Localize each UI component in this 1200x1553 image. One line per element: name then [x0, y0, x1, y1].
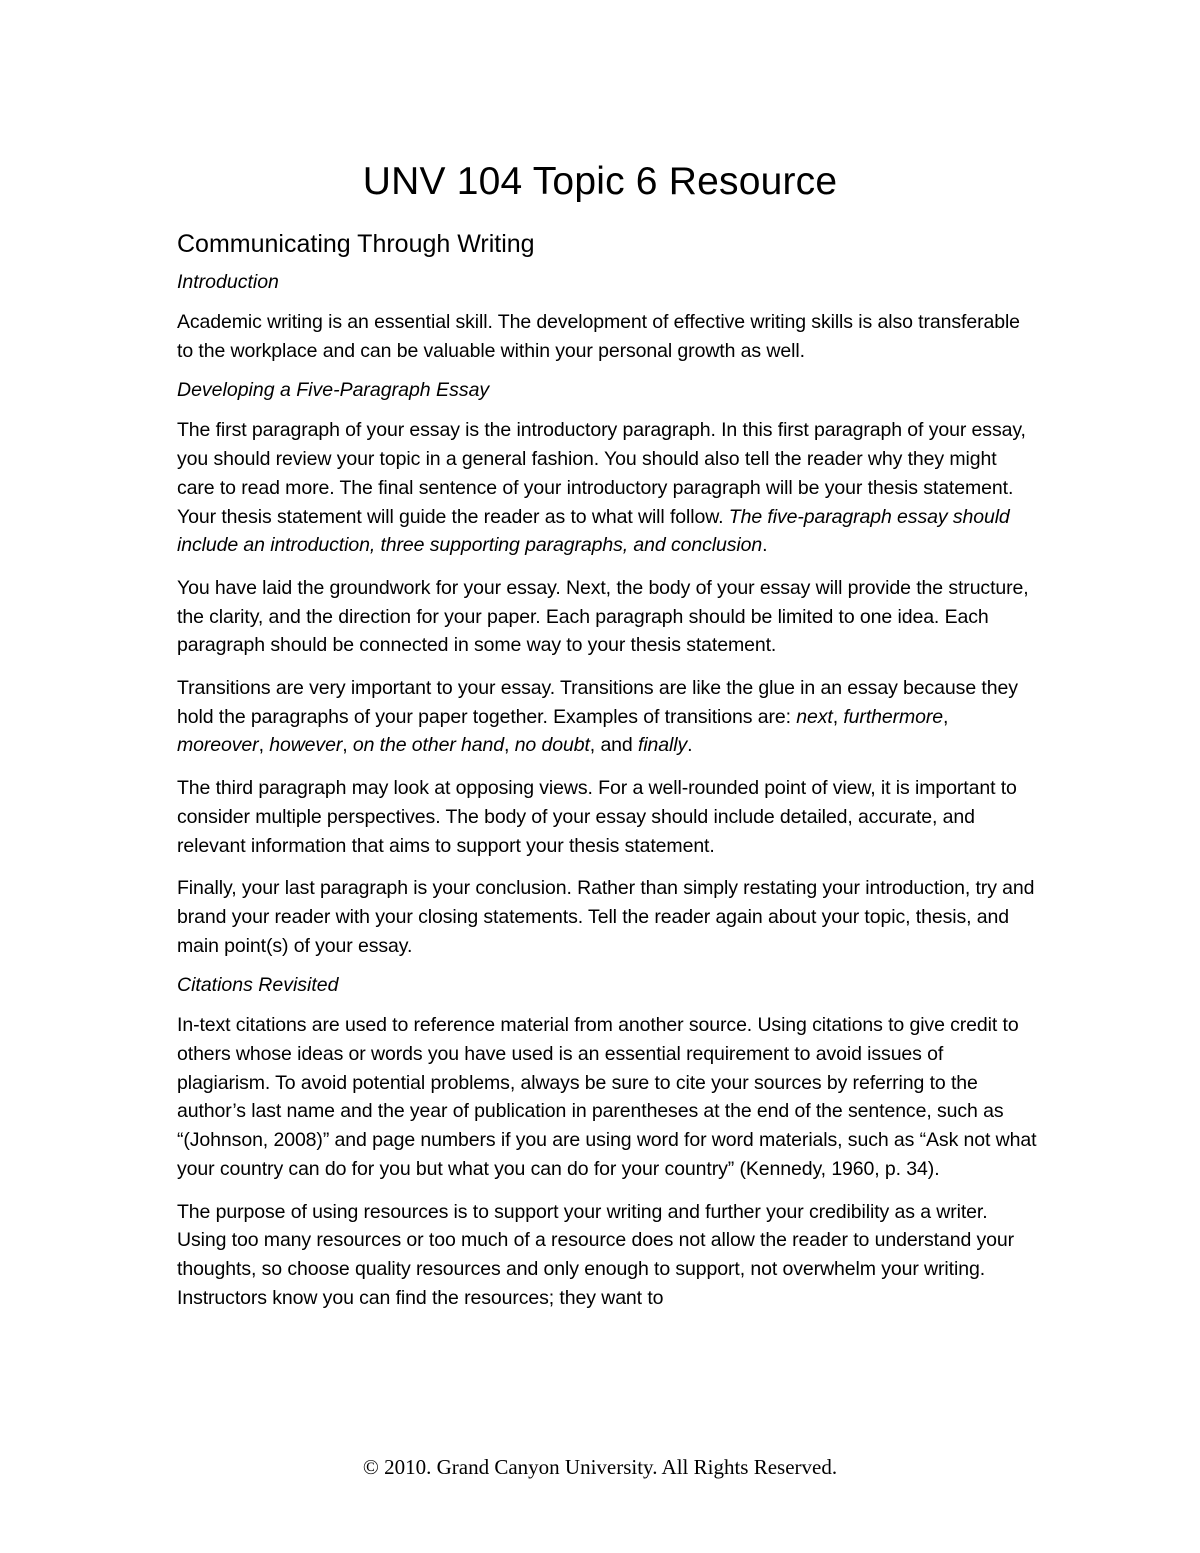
essay-paragraph-3: Transitions are very important to your essay. Transitions are like the glue in an essay because they hold the paragraphs of your paper together. Examples of transitions are: next, furthermore, moreover, however, on the other hand, no doubt, and finally. [177, 677, 1018, 757]
citations-paragraph-2: The purpose of using resources is to support your writing and further your credibility as a writer. Using too many resources or too much of a resource does not allow the reader to understand your thoughts, so choose quality resources and only enough to support, not overwhelm your writing. Instructors know you can find the resources; they want to [177, 1200, 1015, 1309]
essay-heading: Developing a Five-Paragraph Essay [177, 379, 490, 402]
transition-word: no doubt [514, 734, 590, 757]
transition-word: furthermore [843, 705, 944, 728]
copyright-footer: © 2010. Grand Canyon University. All Rights Reserved. [362, 1455, 838, 1479]
essay-p3-text: Transitions are very important to your essay. Transitions are like the glue in an essay because they hold the paragraphs of your paper together. Examples of transitions are: [177, 677, 1018, 728]
transition-word: moreover [177, 734, 259, 757]
page-title: UNV 104 Topic 6 Resource [362, 160, 838, 203]
transition-word: however [269, 734, 343, 757]
essay-paragraph-2: You have laid the groundwork for your essay. Next, the body of your essay will provide the structure, the clarity, and the direction for your paper. Each paragraph should be limited to one idea. Each paragraph should be connected in some way to your thesis statement. [177, 576, 1029, 657]
transition-word: on the other hand [352, 734, 505, 757]
transition-word: next [796, 705, 833, 728]
essay-p3-and: and [600, 734, 638, 757]
essay-paragraph-1 [177, 416, 1037, 560]
section-title: Communicating Through Writing [177, 230, 535, 258]
essay-paragraph-5: Finally, your last paragraph is your conclusion. Rather than simply restating your introduction, try and brand your reader with your closing statements. Tell the reader again about your topic, thesis, and main point(s) of your essay. [177, 877, 1035, 957]
document-body [177, 160, 1037, 1326]
essay-p3-end: . [687, 734, 693, 757]
essay-paragraph-4: The third paragraph may look at opposing views. For a well-rounded point of view, it is important to consider multiple perspectives. The body of your essay should include detailed, accurate, and relevant information that aims to support your thesis statement. [177, 777, 1017, 857]
transition-word: finally [638, 734, 688, 757]
essay-p1-end: . [762, 534, 768, 557]
intro-paragraph: Academic writing is an essential skill. The development of effective writing skills is also transferable to the workplace and can be valuable within your personal growth as well. [177, 311, 1020, 362]
citations-heading: Citations Revisited [177, 974, 339, 997]
essay-p1-italic: The five-paragraph essay should include an introduction, three supporting paragraphs, and conclusion [177, 505, 1010, 557]
essay-p1-text: The first paragraph of your essay is the introductory paragraph. In this first paragraph of your essay, you should review your topic in a general fashion. You should also tell the reader why they might care to read more. The final sentence of your introductory paragraph will be your thesis statement. Your thesis statement will guide the reader as to what will follow. [177, 419, 1026, 528]
citations-paragraph-1: In-text citations are used to reference material from another source. Using citations to give credit to others whose ideas or words you have used is an essential requirement to avoid issues of plagiarism. To avoid potential problems, always be sure to cite your sources by referring to the author’s last name and the year of publication in parentheses at the end of the sentence, such as “(Johnson, 2008)” and page numbers if you are using word for word materials, such as “Ask not what your country can do for you but what you can do for your country” (Kennedy, 1960, p. 34). [177, 1014, 1037, 1180]
intro-heading: Introduction [177, 271, 279, 293]
